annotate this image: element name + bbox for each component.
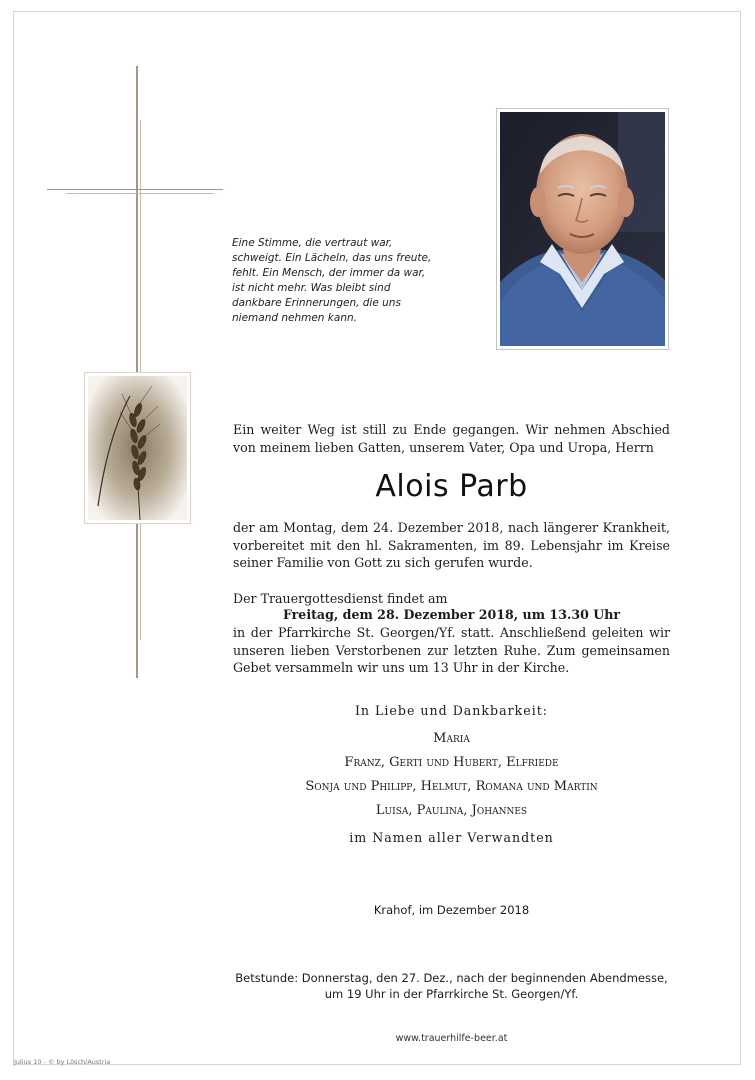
cross-horizontal-line-thin <box>66 193 214 194</box>
family-line: Sonja und Philipp, Helmut, Romana und Martin <box>305 779 598 794</box>
family-line: Franz, Gerti und Hubert, Elfriede <box>344 755 559 770</box>
family-line: Luisa, Paulina, Johannes <box>375 803 528 818</box>
service-date: Freitag, dem 28. Dezember 2018, um 13.30 Uhr <box>282 607 621 622</box>
service-detail: in der Pfarrkirche St. Georgen/Yf. statt. Anschließend geleiten wir unseren lieben Verstorbenen zur letzten Ruhe. Zum gemeinsamen Gebet versammeln wir uns um 13 Uhr in der Kirche. <box>233 625 670 675</box>
wheat-icon <box>84 372 191 524</box>
footer-credit: Julius 10 - © by Lösch/Austria <box>14 1058 111 1066</box>
family-line: Maria <box>433 731 470 746</box>
portrait-photo <box>496 108 669 350</box>
service-intro: Der Trauergottesdienst findet am <box>233 591 448 606</box>
website-link[interactable]: www.trauerhilfe-beer.at <box>395 1033 508 1044</box>
memorial-quote: Eine Stimme, die vertraut war, schweigt. Ein Lächeln, das uns freute, fehlt. Ein Mensch, der immer da war, ist nicht mehr. Was bleibt sind dankbare Erinnerungen, die uns niemand nehmen kann. <box>232 237 432 324</box>
rosary-notice: Betstunde: Donnerstag, den 27. Dez., nach der beginnenden Abendmesse, um 19 Uhr in der Pfarrkirche St. Georgen/Yf. <box>235 971 668 1001</box>
portrait-image <box>500 112 665 346</box>
relatives-line: im Namen aller Verwandten <box>349 830 554 845</box>
place-date: Krahof, im Dezember 2018 <box>373 903 530 917</box>
deceased-name: Alois Parb <box>375 469 528 504</box>
intro-text: Ein weiter Weg ist still zu Ende gegangen. Wir nehmen Abschied von meinem lieben Gatten, unserem Vater, Opa und Uropa, Herrn <box>233 422 670 455</box>
death-notice: der am Montag, dem 24. Dezember 2018, nach längerer Krankheit, vorbereitet mit den hl. Sakramenten, im 89. Lebensjahr im Kreise seiner Familie von Gott zu sich gerufen wurde. <box>233 520 670 570</box>
wheat-image <box>88 376 187 520</box>
cross-horizontal-line <box>47 189 223 190</box>
thanks-line: In Liebe und Dankbarkeit: <box>354 703 549 718</box>
